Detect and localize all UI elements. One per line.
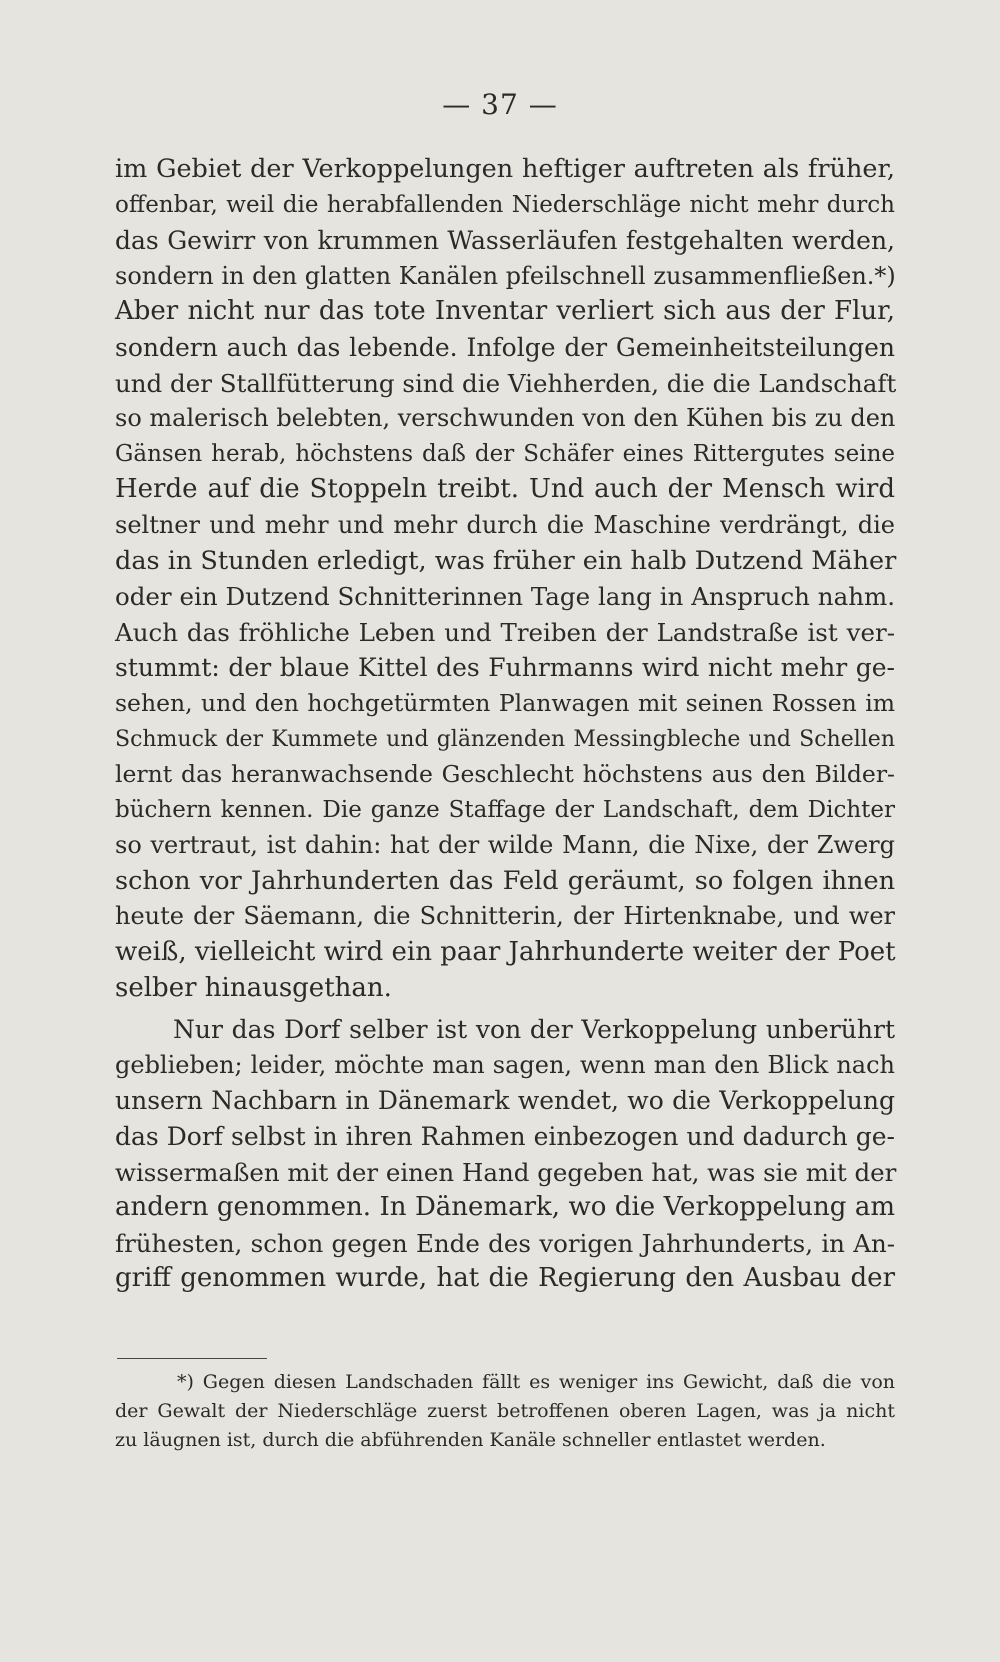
text-line: lernt das heranwachsende Geschlecht höchstens aus den Bilder-	[115, 760, 895, 789]
text-line: griff genommen wurde, hat die Regierung den Ausbau der	[115, 1263, 895, 1294]
text-line: offenbar, weil die herabfallenden Niederschläge nicht mehr durch	[115, 191, 895, 218]
text-line: und der Stallfütterung sind die Viehherden, die die Landschaft	[115, 368, 897, 398]
paragraph-1	[115, 152, 895, 1006]
text-line: frühesten, schon gegen Ende des vorigen Jahrhunderts, in An-	[115, 1228, 895, 1258]
text-line: weiß, vielleicht wird ein paar Jahrhunderte weiter der Poet	[115, 937, 896, 968]
text-line: das in Stunden erledigt, was früher ein halb Dutzend Mäher	[115, 545, 897, 576]
text-line: seltner und mehr und mehr durch die Maschine verdrängt, die	[115, 510, 895, 539]
text-line: das Dorf selbst in ihren Rahmen einbezogen und dadurch ge-	[115, 1122, 895, 1152]
text-line: oder ein Dutzend Schnitterinnen Tage lang in Anspruch nahm.	[115, 582, 895, 612]
text-line: stummt: der blaue Kittel des Fuhrmanns wird nicht mehr ge-	[115, 653, 895, 683]
footnote-line: der Gewalt der Niederschläge zuerst betroffenen oberen Lagen, was ja nicht	[115, 1400, 895, 1422]
paragraph-2	[115, 1012, 895, 1297]
text-line: wissermaßen mit der einen Hand gegeben hat, was sie mit der	[115, 1157, 897, 1187]
text-line: büchern kennen. Die ganze Staffage der Landschaft, dem Dichter	[115, 796, 895, 823]
text-line: Auch das fröhliche Leben und Treiben der Landstraße ist ver-	[115, 617, 895, 647]
text-line: geblieben; leider, möchte man sagen, wenn man den Blick nach	[115, 1050, 895, 1079]
text-line: so malerisch belebten, verschwunden von den Kühen bis zu den	[115, 404, 896, 433]
footnote-line: zu läugnen ist, durch die abführenden Kanäle schneller entlastet werden.	[115, 1429, 826, 1451]
text-line: heute der Säemann, die Schnitterin, der Hirtenknabe, und wer	[115, 902, 895, 931]
text-line: Gänsen herab, höchstens daß der Schäfer eines Rittergutes seine	[115, 440, 895, 467]
text-line: schon vor Jahrhunderten das Feld geräumt, so folgen ihnen	[115, 865, 895, 896]
footnote-line: *) Gegen diesen Landschaden fällt es weniger ins Gewicht, daß die von	[177, 1371, 895, 1393]
text-line: im Gebiet der Verkoppelungen heftiger auftreten als früher,	[115, 154, 895, 184]
page-number: — 37 —	[442, 88, 558, 121]
text-line: das Gewirr von krummen Wasserläufen festgehalten werden,	[115, 226, 895, 256]
footnote	[115, 1368, 895, 1455]
text-line: so vertraut, ist dahin: hat der wilde Mann, die Nixe, der Zwerg	[115, 831, 895, 860]
text-line: selber hinausgethan.	[115, 972, 392, 1003]
text-line: sondern in den glatten Kanälen pfeilschnell zusammenfließen.*)	[115, 261, 896, 290]
text-line: sehen, und den hochgetürmten Planwagen mit seinen Rossen im	[115, 688, 895, 717]
text-line: andern genommen. In Dänemark, wo die Verkoppelung am	[115, 1192, 895, 1223]
body-text	[115, 152, 895, 1297]
text-line: Schmuck der Kummete und glänzenden Messingbleche und Schellen	[115, 726, 895, 752]
text-line: unsern Nachbarn in Dänemark wendet, wo die Verkoppelung	[115, 1086, 895, 1116]
text-line: Nur das Dorf selber ist von der Verkoppelung unberührt	[173, 1015, 895, 1045]
text-line: Herde auf die Stoppeln treibt. Und auch der Mensch wird	[115, 474, 895, 505]
footnote-rule	[117, 1358, 267, 1359]
text-line: sondern auch das lebende. Infolge der Gemeinheitsteilungen	[115, 332, 895, 362]
text-line: Aber nicht nur das tote Inventar verliert sich aus der Flur,	[115, 296, 895, 327]
